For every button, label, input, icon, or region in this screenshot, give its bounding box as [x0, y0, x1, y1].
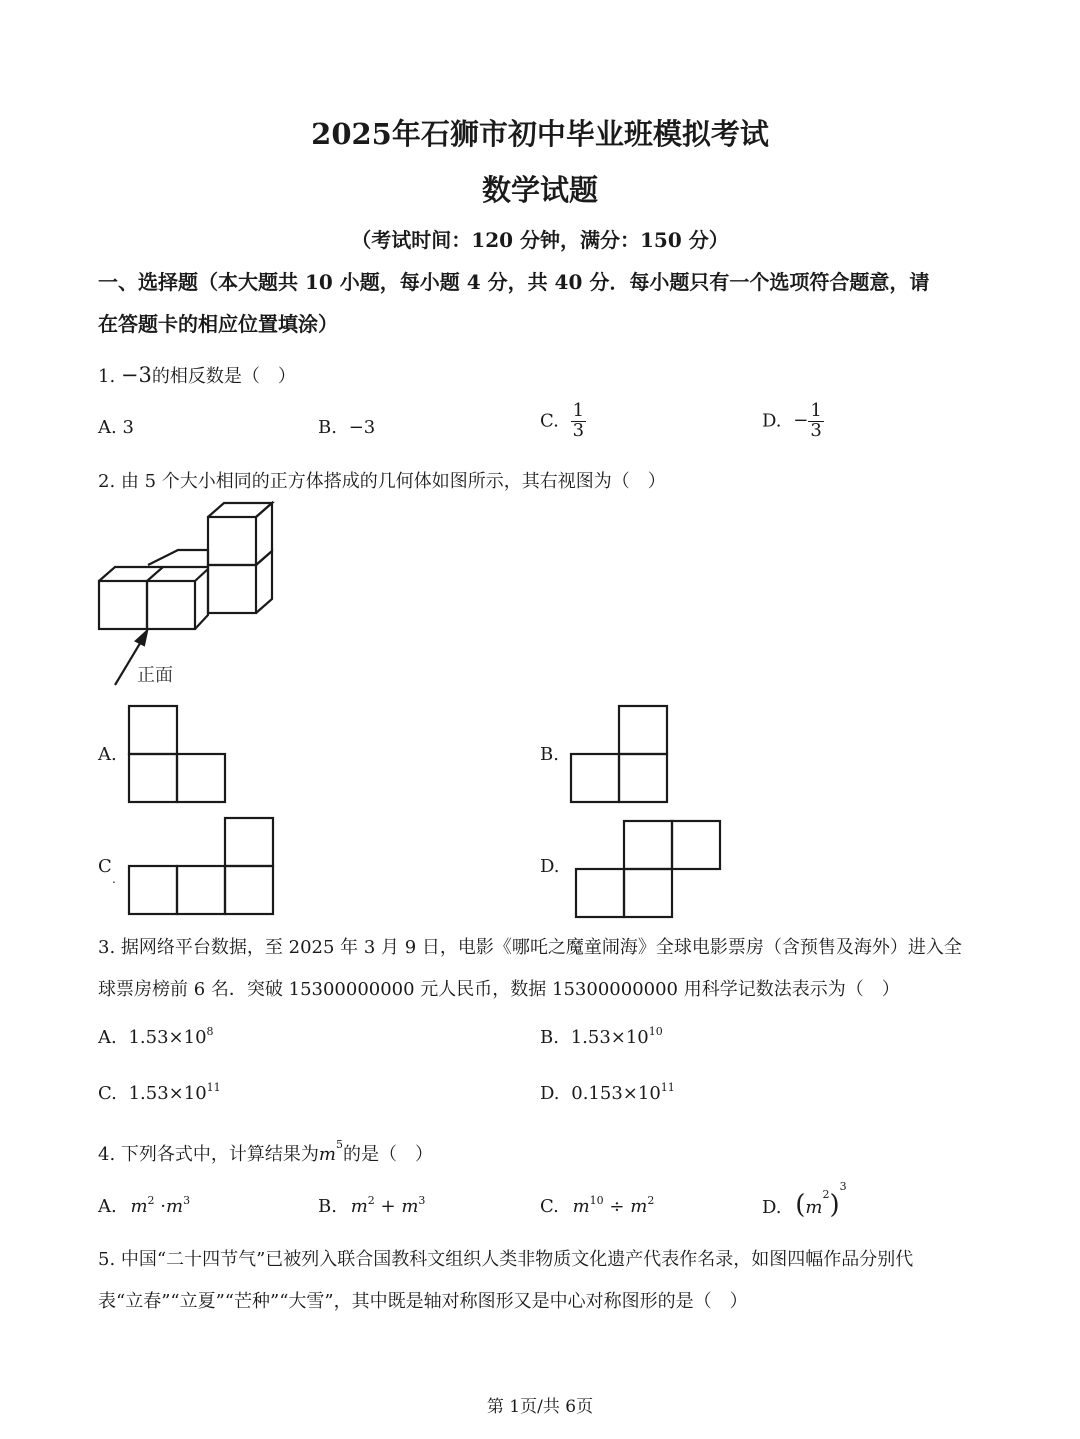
q3-a-base: 1.53×10 — [128, 1027, 207, 1048]
q1-option-d — [762, 402, 824, 441]
q3-option-c — [98, 1083, 221, 1104]
q4-suffix: 的是（ ） — [342, 1144, 433, 1165]
q1-option-c-label: C. — [540, 410, 559, 432]
q4-var-exp: 5 — [335, 1138, 343, 1151]
q4-c-m1: m — [572, 1196, 590, 1217]
question-5-line1: 5. 中国“二十四节气”已被列入联合国教科文组织人类非物质文化遗产代表作名录，如图四幅作品分别代 — [98, 1249, 914, 1270]
q4-c-e2: 2 — [647, 1194, 655, 1207]
q2-back-cube-outline — [148, 550, 208, 565]
q4-d-e-outer: 3 — [839, 1180, 847, 1193]
q4-b-m2: m — [401, 1196, 419, 1217]
q4-a-op: · — [160, 1196, 167, 1217]
q4-d-m: m — [805, 1197, 823, 1218]
q1-d-sign: − — [793, 410, 809, 432]
q2-front-cube-right — [147, 581, 195, 629]
exam-title: 2025年石狮市初中毕业班模拟考试 — [311, 117, 769, 151]
q2-option-b-label: B. — [540, 744, 559, 765]
q2-option-a-figure — [128, 705, 228, 803]
q1-option-c — [540, 402, 586, 441]
question-1 — [98, 362, 296, 388]
q2-option-c-label: C — [98, 856, 112, 877]
q2-c-cell — [129, 866, 177, 914]
q1-expression: −3 — [120, 363, 152, 387]
q2-top-cube-front — [208, 517, 256, 565]
q2-c-cell — [225, 866, 273, 914]
q4-d-e-inner: 2 — [822, 1188, 830, 1201]
q4-c-e1: 10 — [589, 1194, 604, 1207]
q4-d-paren-close: ) — [829, 1190, 840, 1220]
q2-d-cell — [624, 821, 672, 869]
q4-a-e1: 2 — [147, 1194, 155, 1207]
q2-top-cube-side — [256, 503, 272, 565]
q4-c-m2: m — [630, 1196, 648, 1217]
subject-title: 数学试题 — [481, 173, 598, 207]
q4-option-c — [540, 1196, 654, 1217]
q1-option-c-fraction — [571, 402, 586, 441]
q4-c-op: ÷ — [609, 1196, 625, 1217]
q3-b-base: 1.53×10 — [570, 1027, 649, 1048]
q4-prefix: 4. 下列各式中，计算结果为 — [98, 1144, 319, 1165]
q4-option-a — [98, 1196, 190, 1217]
q2-d-cell — [672, 821, 720, 869]
q2-d-cell — [576, 869, 624, 917]
q2-a-cell — [129, 754, 177, 802]
exam-info: （考试时间：120 分钟，满分：150 分） — [351, 228, 729, 252]
q1-c-numerator: 1 — [572, 400, 585, 421]
q3-c-base: 1.53×10 — [128, 1083, 207, 1104]
q1-text: 的相反数是（ ） — [151, 366, 296, 387]
q4-a-m2: m — [166, 1196, 184, 1217]
q3-d-exp: 11 — [660, 1081, 675, 1094]
q1-option-b-label: B. — [318, 417, 337, 438]
q2-cube-figure — [90, 495, 290, 690]
q2-b-cell — [619, 706, 667, 754]
q1-option-d-label: D. — [762, 410, 782, 432]
q2-option-b-figure — [570, 705, 670, 803]
q3-d-label: D. — [540, 1083, 560, 1104]
page-footer: 第 1页/共 6页 — [486, 1397, 594, 1417]
q2-d-cell — [624, 869, 672, 917]
question-5-line2: 表“立春”“立夏”“芒种”“大雪”，其中既是轴对称图形又是中心对称图形的是（ ） — [98, 1291, 748, 1312]
q2-option-d-label: D. — [540, 856, 560, 877]
q2-a-cell — [129, 706, 177, 754]
q4-b-label: B. — [318, 1196, 337, 1217]
q4-b-e1: 2 — [367, 1194, 375, 1207]
q2-c-cell — [225, 818, 273, 866]
q4-b-op: + — [380, 1196, 396, 1217]
q4-b-m1: m — [350, 1196, 368, 1217]
q1-d-denominator: 3 — [810, 419, 822, 441]
q3-a-exp: 8 — [206, 1025, 214, 1038]
q4-var: m — [318, 1144, 336, 1165]
q3-d-base: 0.153×10 — [571, 1083, 661, 1104]
q1-number: 1. — [98, 366, 116, 387]
question-2: 2. 由 5 个大小相同的正方体搭成的几何体如图所示，其右视图为（ ） — [98, 471, 666, 492]
q2-b-cell — [619, 754, 667, 802]
q2-right-bottom-cube-side — [256, 551, 272, 613]
q2-option-c-dot: . — [112, 872, 116, 886]
q3-option-a — [98, 1027, 214, 1048]
q3-c-label: C. — [98, 1083, 117, 1104]
q2-front-arrow-head — [136, 631, 147, 645]
q2-option-a-label: A. — [98, 744, 117, 765]
q1-option-b — [318, 417, 375, 438]
q4-a-m1: m — [130, 1196, 148, 1217]
q3-option-d — [540, 1083, 675, 1104]
q4-d-label: D. — [762, 1197, 782, 1218]
q1-option-a: A. 3 — [98, 417, 134, 438]
section-heading-line2: 在答题卡的相应位置填涂） — [98, 312, 338, 336]
q3-b-label: B. — [540, 1027, 559, 1048]
q4-b-e2: 3 — [418, 1194, 426, 1207]
q2-b-cell — [571, 754, 619, 802]
q2-option-d-figure — [575, 820, 721, 918]
q4-a-label: A. — [98, 1196, 117, 1217]
question-3-line2: 球票房榜前 6 名．突破 15300000000 元人民币，数据 15300000000 用科学记数法表示为（ ） — [98, 979, 900, 1000]
q2-a-cell — [177, 754, 225, 802]
q4-option-b — [318, 1196, 425, 1217]
q3-c-exp: 11 — [206, 1081, 221, 1094]
q3-a-label: A. — [98, 1027, 117, 1048]
q1-d-numerator: 1 — [810, 400, 822, 421]
q1-option-b-value: −3 — [348, 417, 376, 438]
question-4 — [98, 1140, 433, 1166]
q2-c-cell — [177, 866, 225, 914]
q2-front-row-divider-top — [147, 567, 163, 581]
section-heading-line1: 一、选择题（本大题共 10 小题，每小题 4 分，共 40 分．每小题只有一个选项符合题意，请 — [98, 270, 930, 294]
q4-c-label: C. — [540, 1196, 559, 1217]
q4-a-e2: 3 — [183, 1194, 191, 1207]
question-3-line1: 3. 据网络平台数据，至 2025 年 3 月 9 日，电影《哪吒之魔童闹海》全球电影票房（含预售及海外）进入全 — [98, 937, 962, 958]
q2-front-cube-left — [99, 581, 147, 629]
q2-front-label: 正面 — [137, 665, 173, 686]
q4-option-d — [762, 1180, 847, 1220]
q2-option-c-figure — [128, 817, 274, 915]
q4-d-paren-open: ( — [795, 1190, 806, 1220]
q3-b-exp: 10 — [648, 1025, 663, 1038]
q3-option-b — [540, 1027, 663, 1048]
q2-front-row-side — [195, 569, 208, 629]
q1-option-d-fraction — [808, 402, 823, 441]
q1-c-denominator: 3 — [572, 419, 585, 441]
q2-right-bottom-cube-front — [208, 565, 256, 613]
